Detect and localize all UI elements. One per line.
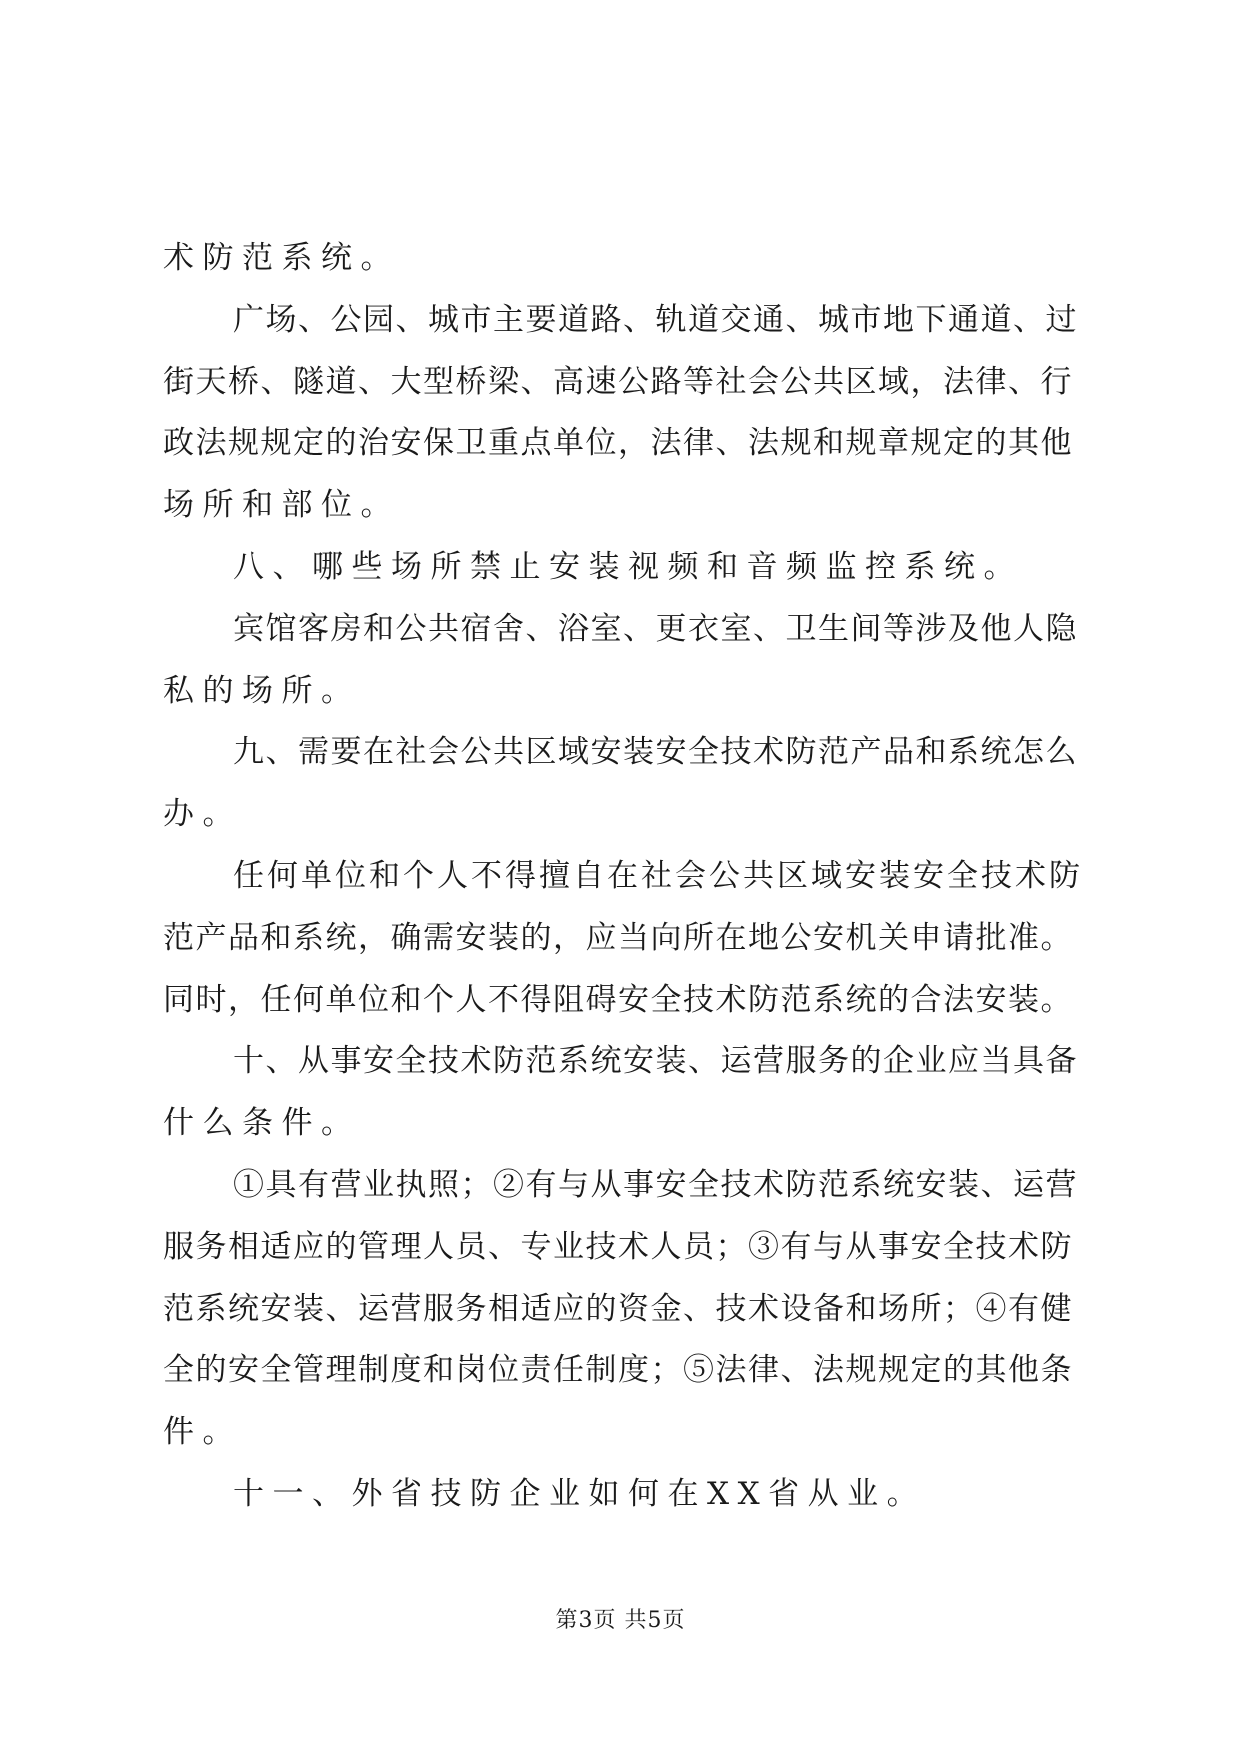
text-line: 宾馆客房和公共宿舍、浴室、更衣室、卫生间等涉及他人隐	[233, 610, 1078, 647]
text-line: 私的场所。	[163, 672, 361, 709]
section-heading-9: 九、需要在社会公共区域安装安全技术防范产品和系统怎么	[233, 734, 1078, 771]
text-line: 什么条件。	[163, 1105, 361, 1142]
text-line: 任何单位和个人不得擅自在社会公共区域安装安全技术防	[233, 857, 1083, 894]
text-line: 件。	[163, 1414, 242, 1451]
text-line: 广场、公园、城市主要道路、轨道交通、城市地下通道、过	[233, 301, 1078, 338]
section-heading-10: 十、从事安全技术防范系统安装、运营服务的企业应当具备	[233, 1043, 1078, 1080]
text-line: 街天桥、隧道、大型桥梁、高速公路等社会公共区域，法律、行	[163, 363, 1073, 400]
text-line: 术防范系统。	[163, 240, 400, 276]
text-line: 政法规规定的治安保卫重点单位，法律、法规和规章规定的其他	[163, 425, 1073, 462]
text-line: 全的安全管理制度和岗位责任制度；⑤法律、法规规定的其他条	[163, 1352, 1073, 1389]
page-number-footer: 第3页 共5页	[555, 1608, 686, 1633]
text-line: 办。	[163, 796, 242, 833]
text-line: 范产品和系统，确需安装的，应当向所在地公安机关申请批准。	[163, 919, 1073, 956]
text-line: 服务相适应的管理人员、专业技术人员；③有与从事安全技术防	[163, 1228, 1073, 1265]
document-body	[163, 228, 1083, 1526]
text-line: 范系统安装、运营服务相适应的资金、技术设备和场所；④有健	[163, 1290, 1073, 1327]
text-line: ①具有营业执照；②有与从事安全技术防范系统安装、运营	[233, 1166, 1078, 1203]
section-heading-11: 十一、外省技防企业如何在XX省从业。	[233, 1475, 927, 1512]
text-line: 场所和部位。	[163, 487, 400, 524]
text-line: 同时，任何单位和个人不得阻碍安全技术防范系统的合法安装。	[163, 981, 1073, 1018]
section-heading-8: 八、哪些场所禁止安装视频和音频监控系统。	[233, 548, 1023, 585]
